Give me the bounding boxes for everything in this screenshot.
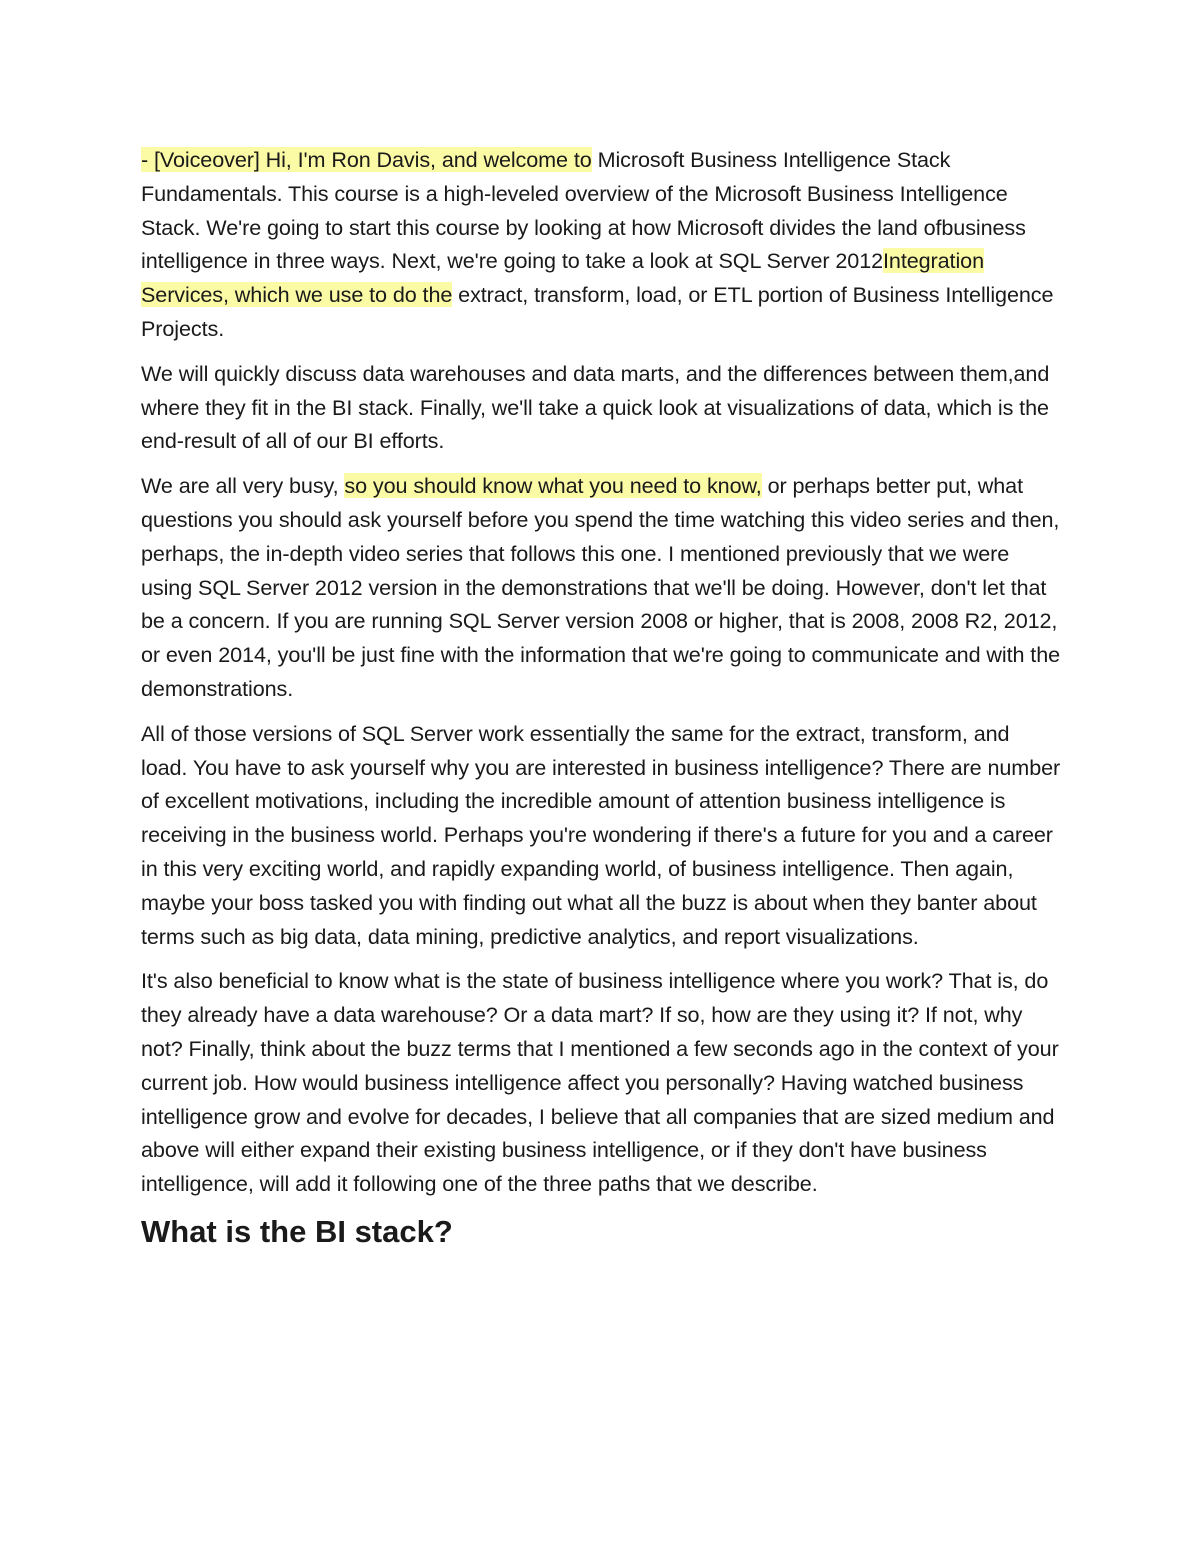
busy-text-a: We are all very busy,: [141, 473, 345, 499]
document-page: [141, 143, 1061, 1252]
paragraph-versions: All of those versions of SQL Server work essentially the same for the extract, transform, and load. You have to ask yourself why you are interested in business intelligence? There are number of excellent motivations, including the incredible amount of attention business intelligence is receiving in the business world. Perhaps you're wondering if there's a future for you and a career in this very exciting world, and rapidly expanding world, of business intelligence. Then again, maybe your boss tasked you with finding out what all the buzz is about when they banter about terms such as big data, data mining, predictive analytics, and report visualizations.: [141, 720, 1061, 949]
paragraph-data-warehouses: We will quickly discuss data warehouses and data marts, and the differences between them,and where they fit in the BI stack. Finally, we'll take a quick look at visualizations of data, which is the end-result of all of our BI efforts.: [141, 360, 1050, 454]
busy-text-b: or perhaps better put, what questions you should ask yourself before you spend the time watching this video series and then, perhaps, the in-depth video series that follows this one. I mentioned previously that we were using SQL Server 2012 version in the demonstrations that we'll be doing. However, don't let that be a concern. If you are running SQL Server version 2008 or higher, that is 2008, 2008 R2, 2012, or even 2014, you'll be just fine with the information that we're going to communicate and with the demonstrations.: [141, 473, 1061, 701]
paragraph-state: It's also beneficial to know what is the state of business intelligence where you work? That is, do they already have a data warehouse? Or a data mart? If so, how are they using it? If not, why not? Finally, think about the buzz terms that I mentioned a few seconds ago in the context of your current job. How would business intelligence affect you personally? Having watched business intelligence grow and evolve for decades, I believe that all companies that are sized medium and above will either expand their existing business intelligence, or if they don't have business intelligence, will add it following one of the three paths that we describe.: [141, 968, 1059, 1197]
paragraph-intro: [141, 143, 1061, 346]
intro-text-a: Microsoft Business Intelligence Stack Fundamentals. This course is a high-leveled overview of the Microsoft Business Intelligence Stack. We're going to start this course by looking at how Microsoft divides the land ofbusiness intelligence in three ways. Next, we're going to take a look at SQL Server 2012: [141, 147, 1026, 274]
section-heading: What is the BI stack?: [141, 1213, 453, 1249]
highlight-voiceover: - [Voiceover] Hi, I'm Ron Davis, and welcome to: [141, 147, 592, 172]
highlight-integration-services: Integration Services, which we use to do the: [141, 248, 984, 308]
highlight-know: so you should know what you need to know,: [344, 473, 762, 499]
paragraph-busy: [141, 469, 1061, 706]
intro-text-b: extract, transform, load, or ETL portion of Business Intelligence Projects.: [141, 282, 1054, 341]
